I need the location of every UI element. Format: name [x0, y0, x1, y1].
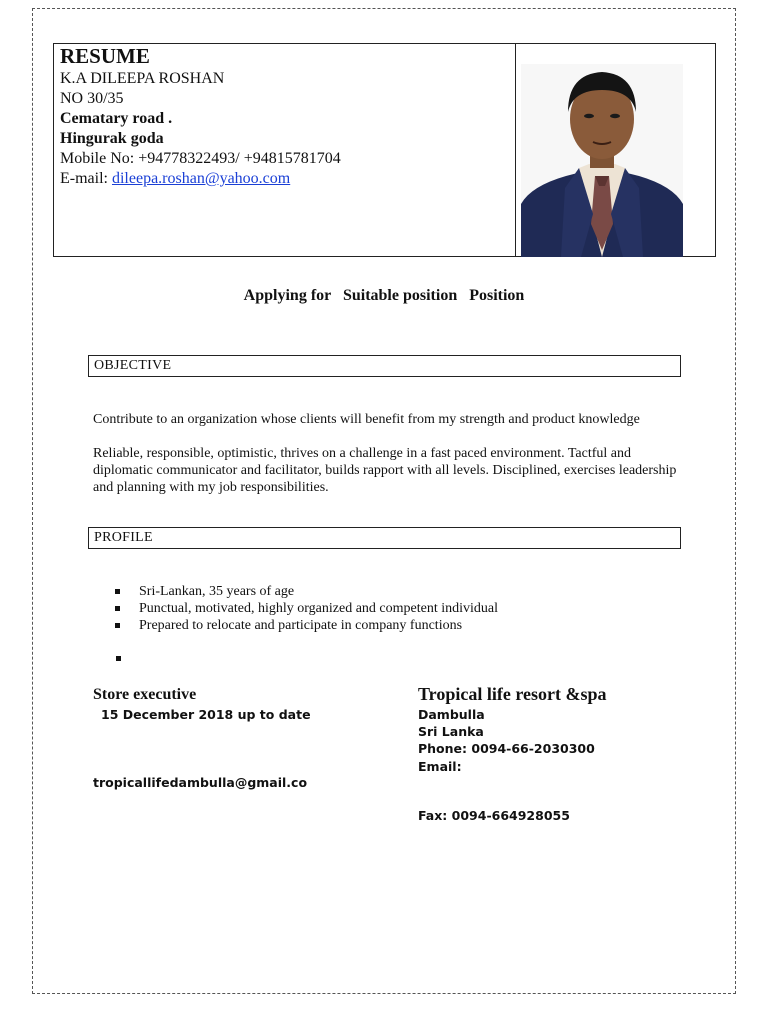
email-label: E-mail: [60, 170, 112, 187]
bullet-icon [115, 623, 120, 628]
company-name: Tropical life resort &spa [418, 684, 607, 704]
resume-title: RESUME [60, 44, 150, 68]
profile-heading: PROFILE [88, 527, 681, 549]
job-dates: 15 December 2018 up to date [101, 707, 311, 722]
profile-photo [521, 64, 683, 257]
profile-list [115, 583, 498, 634]
email-link[interactable]: dileepa.roshan@yahoo.com [111, 170, 291, 187]
company-phone: Phone: 0094-66-2030300 [418, 741, 595, 756]
company-fax: Fax: 0094-664928055 [418, 808, 570, 823]
objective-paragraph-2: Reliable, responsible, optimistic, thrives on a challenge in a fast paced environment. Tactful and diplomatic communicator and facilitator, builds rapport with all levels. Disciplined, exercises leadership and planning with my job responsibilities. [93, 446, 677, 495]
contact-block [60, 44, 510, 189]
objective-paragraph-1: Contribute to an organization whose clients will benefit from my strength and product knowledge [93, 412, 640, 427]
applying-for-line: Applying for Suitable position Position [243, 287, 525, 304]
address-line-3: Hingurak goda [60, 130, 164, 147]
company-city: Dambulla [418, 707, 485, 722]
address-line-1: NO 30/35 [60, 90, 124, 107]
objective-heading: OBJECTIVE [88, 355, 681, 377]
company-country: Sri Lanka [418, 724, 484, 739]
resume-header [53, 43, 716, 257]
profile-item: Prepared to relocate and participate in company functions [139, 618, 463, 633]
list-item [115, 583, 498, 600]
email-row [60, 169, 510, 189]
candidate-name: K.A DILEEPA ROSHAN [60, 70, 225, 87]
address-line-2: Cematary road . [60, 110, 173, 127]
bullet-icon [115, 589, 120, 594]
company-email: tropicallifedambulla@gmail.co [93, 775, 308, 790]
header-divider [515, 44, 516, 256]
empty-bullet-icon [116, 656, 121, 661]
list-item [115, 617, 498, 634]
profile-item: Punctual, motivated, highly organized and competent individual [139, 601, 498, 616]
profile-item: Sri-Lankan, 35 years of age [139, 584, 295, 599]
job-title: Store executive [93, 686, 197, 703]
list-item [115, 600, 498, 617]
company-email-label: Email: [418, 759, 462, 774]
mobile-number: Mobile No: +94778322493/ +94815781704 [60, 150, 341, 167]
bullet-icon [115, 606, 120, 611]
